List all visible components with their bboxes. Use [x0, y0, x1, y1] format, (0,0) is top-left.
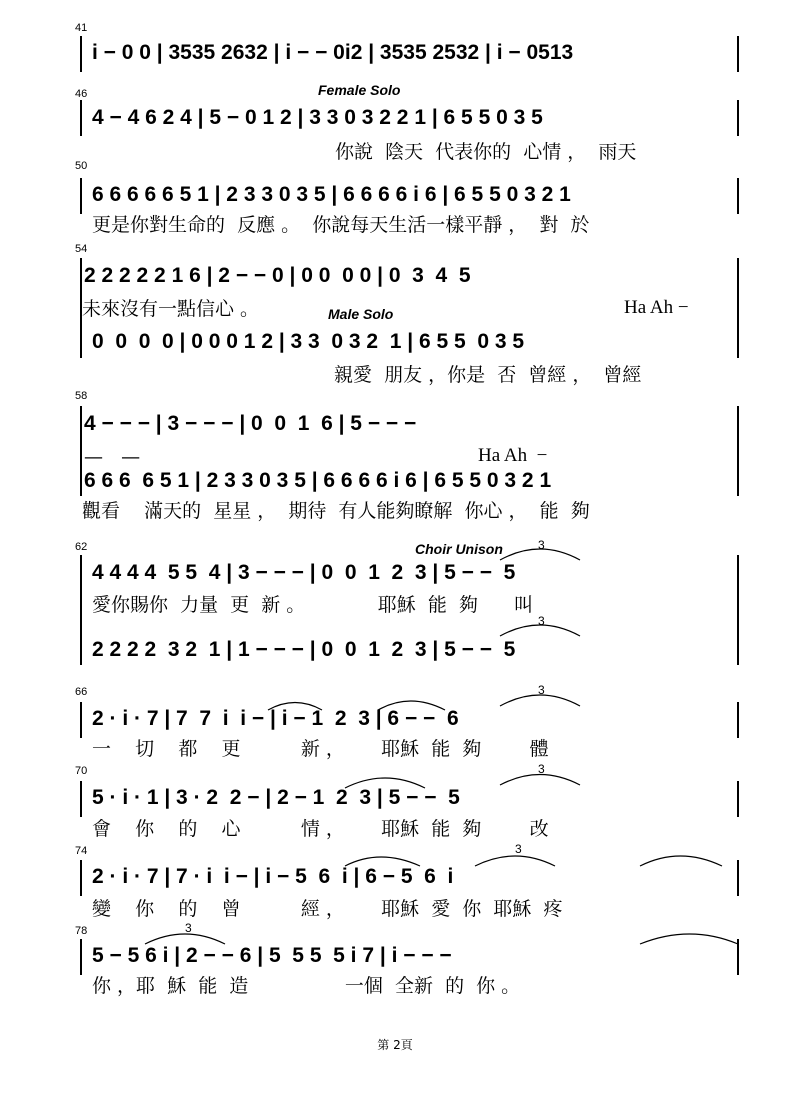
triplet-mark: 3	[538, 762, 545, 776]
vocalise-line: Ha Ah −	[478, 445, 548, 466]
page-footer: 第 2頁	[377, 1038, 413, 1052]
notation-staff: 4 − 4 6 2 4 | 5 − 0 1 2 | 3 3 0 3 2 2 1 | 6 5 5 0 3 5	[92, 106, 543, 129]
lyrics-line: 變 你 的 曾 經 ， 耶穌 愛 你 耶穌 疼	[92, 898, 563, 920]
measure-number-50: 50	[75, 160, 88, 172]
lyrics-line: 愛你賜你 力量 更 新 。 耶穌 能 夠 叫	[92, 594, 534, 616]
measure-number-41: 41	[75, 22, 88, 34]
slur	[500, 549, 580, 560]
measure-number-74: 74	[75, 845, 88, 857]
slur	[475, 856, 555, 866]
triplet-mark: 3	[538, 683, 545, 697]
measure-number-62: 62	[75, 541, 88, 553]
measure-number-46: 46	[75, 88, 88, 100]
notation-staff: 2 · i · 7 | 7 · i i − | i − 5 6 i | 6 − 5 6 i	[92, 865, 454, 888]
slur	[500, 775, 580, 786]
measure-number-58: 58	[75, 390, 88, 402]
slur	[500, 625, 580, 636]
measure-number-78: 78	[75, 925, 88, 937]
tie	[268, 703, 322, 711]
tie	[345, 778, 425, 788]
lyrics-line: 你說 陰天 代表你的 心情 ， 雨天	[335, 141, 637, 163]
triplet-mark: 3	[538, 538, 545, 552]
measure-number-66: 66	[75, 686, 88, 698]
lyrics-line: 更是你對生命的 反應 。 你說每天生活一樣平靜 ， 對 於	[92, 214, 590, 236]
notation-staff-upper: 4 − − − | 3 − − − | 0 0 1 6 | 5 − − −	[84, 412, 417, 435]
lyrics-line-upper: 未來沒有一點信心 。	[82, 298, 260, 320]
lyrics-line: 一 切 都 更 新 ， 耶穌 能 夠 體	[92, 738, 549, 760]
vocalise-line: Ha Ah −	[624, 297, 689, 318]
notation-staff-lower: 6 6 6 6 5 1 | 2 3 3 0 3 5 | 6 6 6 6 i 6 | 6 5 5 0 3 2 1	[84, 469, 552, 492]
notation-staff-upper: 2 2 2 2 2 1 6 | 2 − − 0 | 0 0 0 0 | 0 3 4 5	[84, 264, 471, 287]
lyrics-line-upper: — —	[84, 446, 141, 468]
notation-staff: 5 · i · 1 | 3 · 2 2 − | 2 − 1 2 3 | 5 − − 5	[92, 786, 460, 809]
tie	[378, 701, 445, 710]
slur	[500, 695, 580, 706]
notation-staff-upper: 4 4 4 4 5 5 4 | 3 − − − | 0 0 1 2 3 | 5 − − 5	[92, 561, 516, 584]
lyrics-line-lower: 親愛 朋友 ，你是 否 曾經 ， 曾經	[334, 364, 642, 386]
notation-staff: 5 − 5 6 i | 2 − − 6 | 5 5 5 5 i 7 | i − − −	[92, 944, 452, 967]
triplet-mark: 3	[185, 921, 192, 935]
section-label-choir-unison: Choir Unison	[415, 541, 503, 557]
tie	[640, 934, 738, 944]
measure-number-70: 70	[75, 765, 88, 777]
slur	[145, 934, 225, 944]
tie	[345, 857, 420, 866]
notation-staff: i − 0 0 | 3535 2632 | i − − 0i2 | 3535 2532 | i − 0513	[92, 41, 574, 64]
measure-number-54: 54	[75, 243, 88, 255]
slur	[640, 856, 722, 866]
notation-staff-lower: 0 0 0 0 | 0 0 0 1 2 | 3 3 0 3 2 1 | 6 5 5 0 3 5	[92, 330, 525, 353]
lyrics-line: 會 你 的 心 情 ， 耶穌 能 夠 改	[92, 818, 549, 840]
notation-staff: 6 6 6 6 6 5 1 | 2 3 3 0 3 5 | 6 6 6 6 i 6 | 6 5 5 0 3 2 1	[92, 183, 571, 206]
notation-staff: 2 · i · 7 | 7 7 i i − | i − 1 2 3 | 6 − − 6	[92, 707, 459, 730]
triplet-mark: 3	[515, 842, 522, 856]
triplet-mark: 3	[538, 614, 545, 628]
lyrics-line: 你 ，耶 穌 能 造 一個 全新 的 你 。	[92, 975, 521, 997]
notation-staff-lower: 2 2 2 2 3 2 1 | 1 − − − | 0 0 1 2 3 | 5 − − 5	[92, 638, 516, 661]
section-label-male-solo: Male Solo	[328, 306, 394, 322]
section-label-female-solo: Female Solo	[318, 82, 401, 98]
lyrics-line-lower: 觀看 滿天的 星星 ， 期待 有人能夠瞭解 你心 ， 能 夠	[82, 500, 590, 522]
